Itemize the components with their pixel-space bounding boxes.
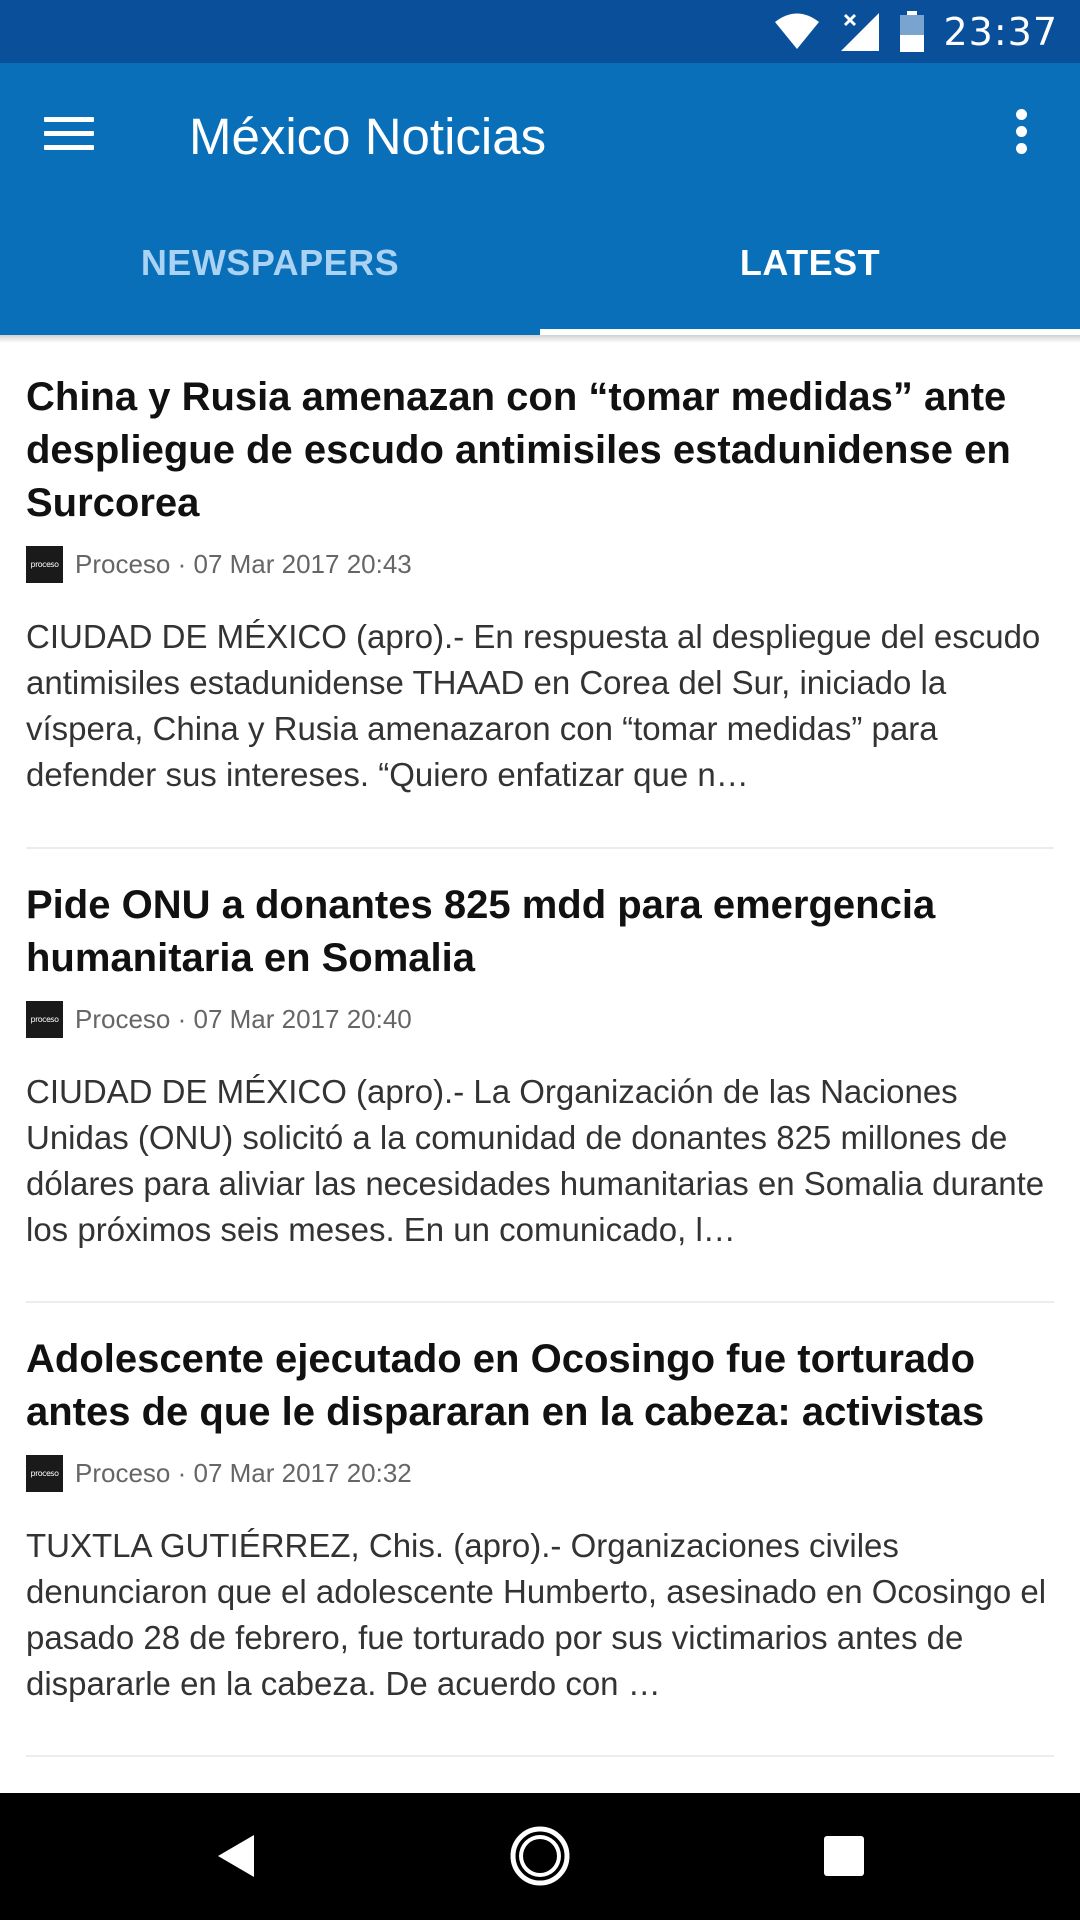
article-headline: Pide ONU a donantes 825 mdd para emergencia humanitaria en Somalia	[26, 883, 936, 980]
article-source-date: Proceso · 07 Mar 2017 20:32	[75, 1457, 412, 1488]
article-meta	[26, 999, 1054, 1039]
article-headline: Adolescente ejecutado en Ocosingo fue torturado antes de que le dispararan en la cabeza: activistas	[26, 1337, 985, 1434]
article-headline: China y Rusia amenazan con “tomar medidas” ante despliegue de escudo antimisiles estadunidense en Surcorea	[26, 375, 1011, 525]
article-source-date: Proceso · 07 Mar 2017 20:43	[75, 548, 412, 579]
divider	[26, 847, 1054, 849]
divider	[26, 1755, 1054, 1757]
tab-bar	[0, 213, 1080, 335]
navigation-bar	[0, 1793, 1080, 1920]
source-logo-icon: proceso	[26, 1001, 63, 1038]
article-meta	[26, 1453, 1054, 1493]
app-bar	[0, 63, 1080, 335]
recents-icon[interactable]	[804, 1821, 884, 1891]
article-summary: CIUDAD DE MÉXICO (apro).- En respuesta al despliegue del escudo antimisiles estadunidense THAAD en Corea del Sur, iniciado la víspera, China y Rusia amenazaron con “tomar medidas” para defender sus intereses. “Quiero enfatizar que n…	[26, 618, 1041, 793]
signal-icon	[839, 11, 881, 53]
article-summary: CIUDAD DE MÉXICO (apro).- La Organización de las Naciones Unidas (ONU) solicitó a la comunidad de donantes 825 millones de dólares para aliviar las necesidades humanitarias en Somalia durante los próximos seis meses. En un comunicado, l…	[26, 1073, 1045, 1248]
toolbar	[0, 63, 1080, 213]
menu-icon[interactable]	[44, 111, 100, 157]
article-meta	[26, 544, 1054, 584]
status-time: 23:37	[943, 9, 1058, 54]
tab-latest[interactable]: LATEST	[540, 213, 1080, 335]
article-item[interactable]	[26, 879, 1054, 1253]
article-list[interactable]	[0, 335, 1080, 1793]
source-logo-icon: proceso	[26, 546, 63, 583]
article-item[interactable]	[26, 1333, 1054, 1707]
source-logo-icon: proceso	[26, 1455, 63, 1492]
app-title: México Noticias	[189, 108, 547, 165]
divider	[26, 1301, 1054, 1303]
article-item[interactable]	[26, 371, 1054, 798]
article-summary: TUXTLA GUTIÉRREZ, Chis. (apro).- Organizaciones civiles denunciaron que el adolescente Humberto, asesinado en Ocosingo el pasado 28 de febrero, fue torturado por sus victimarios antes de dispararle en la cabeza. De acuerdo con …	[26, 1527, 1047, 1702]
appbar-shadow	[0, 335, 1080, 343]
article-source-date: Proceso · 07 Mar 2017 20:40	[75, 1003, 412, 1034]
battery-icon	[899, 11, 925, 53]
status-bar	[0, 0, 1080, 63]
wifi-icon	[773, 13, 821, 51]
back-icon[interactable]	[196, 1821, 276, 1891]
home-icon[interactable]	[500, 1821, 580, 1891]
more-vert-icon[interactable]	[1008, 103, 1038, 163]
tab-newspapers[interactable]: NEWSPAPERS	[140, 242, 400, 283]
